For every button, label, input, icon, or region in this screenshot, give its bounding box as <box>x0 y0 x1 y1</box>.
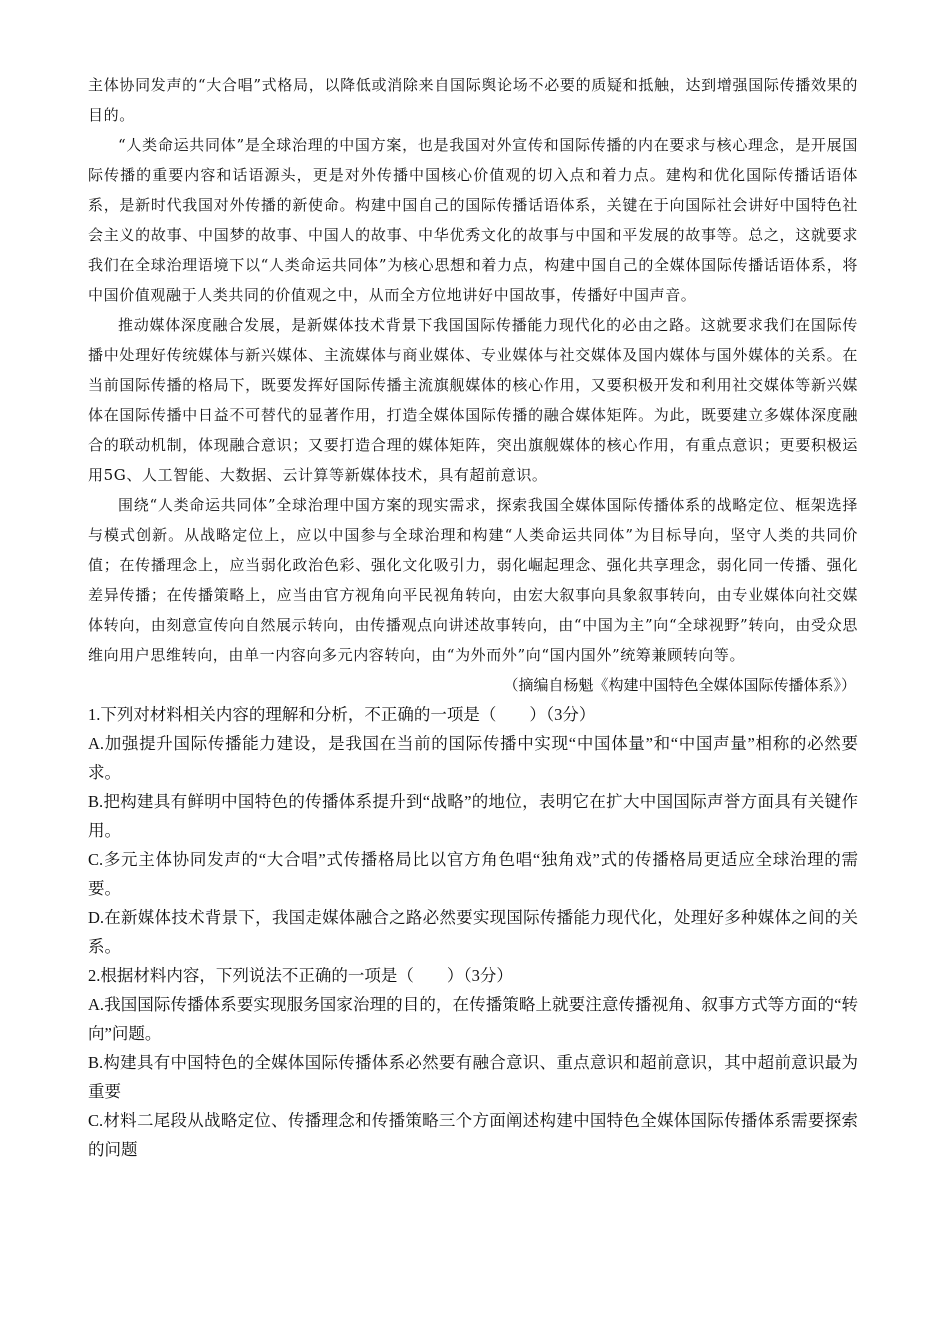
passage-paragraph-community: “人类命运共同体”是全球治理的中国方案，也是我国对外宣传和国际传播的内在要求与核心理念，是开展国际传播的重要内容和话语源头，更是对外传播中国核心价值观的切入点和着力点。建构和优化国际传播话语体系，是新时代我国对外传播的新使命。构建中国自己的国际传播话语体系，关键在于向国际社会讲好中国特色社会主义的故事、中国梦的故事、中国人的故事、中华优秀文化的故事与中国和平发展的故事等。总之，这就要求我们在全球治理语境下以“人类命运共同体”为核心思想和着力点，构建中国自己的全媒体国际传播话语体系，将中国价值观融于人类共同的价值观之中，从而全方位地讲好中国故事，传播好中国声音。 <box>88 136 858 304</box>
passage-paragraph-continued: 主体协同发声的“大合唱”式格局，以降低或消除来自国际舆论场不必要的质疑和抵触，达到增强国际传播效果的目的。 <box>88 76 858 124</box>
question-1 <box>88 700 858 961</box>
passage-source: （摘编自杨魁《构建中国特色全媒体国际传播体系》） <box>503 676 856 694</box>
passage-paragraph-media-fusion: 推动媒体深度融合发展，是新媒体技术背景下我国国际传播能力现代化的必由之路。这就要求我们在国际传播中处理好传统媒体与新兴媒体、主流媒体与商业媒体、专业媒体与社交媒体及国内媒体与国外媒体的关系。在当前国际传播的格局下，既要发挥好国际传播主流旗舰媒体的核心作用，又要积极开发和利用社交媒体等新兴媒体在国际传播中日益不可替代的显著作用，打造全媒体国际传播的融合媒体矩阵。为此，既要建立多媒体深度融合的联动机制，体现融合意识；又要打造合理的媒体矩阵，突出旗舰媒体的核心作用，有重点意识；更要积极运用5G、人工智能、大数据、云计算等新媒体技术，具有超前意识。 <box>88 316 858 484</box>
question-2-option-c: C.材料二尾段从战略定位、传播理念和传播策略三个方面阐述构建中国特色全媒体国际传播体系需要探索的问题 <box>88 1111 858 1159</box>
question-1-option-c: C.多元主体协同发声的“大合唱”式传播格局比以官方角色唱“独角戏”式的传播格局更适应全球治理的需要。 <box>88 850 858 898</box>
exam-page <box>88 70 858 1164</box>
question-2-option-b: B.构建具有中国特色的全媒体国际传播体系必然要有融合意识、重点意识和超前意识，其中超前意识最为重要 <box>88 1053 858 1101</box>
passage-paragraph-strategy: 围绕“人类命运共同体”全球治理中国方案的现实需求，探索我国全媒体国际传播体系的战略定位、框架选择与模式创新。从战略定位上，应以中国参与全球治理和构建“人类命运共同体”为目标导向，坚守人类的共同价值；在传播理念上，应当弱化政治色彩、强化文化吸引力，弱化崛起理念、强化共享理念，弱化同一传播、强化差异传播；在传播策略上，应当由官方视角向平民视角转向，由宏大叙事向具象叙事转向，由专业媒体向社交媒体转向，由刻意宣传向自然展示转向，由传播观点向讲述故事转向，由“中国为主”向“全球视野”转向，由受众思维向用户思维转向，由单一内容向多元内容转向，由“为外而外”向“国内国外”统筹兼顾转向等。 <box>88 496 858 664</box>
question-1-stem: 1.下列对材料相关内容的理解和分析，不正确的一项是（ ）（3分） <box>88 705 596 724</box>
question-1-option-b: B.把构建具有鲜明中国特色的传播体系提升到“战略”的地位，表明它在扩大中国国际声誉方面具有关键作用。 <box>88 792 858 840</box>
question-1-option-a: A.加强提升国际传播能力建设，是我国在当前的国际传播中实现“中国体量”和“中国声量”相称的必然要求。 <box>88 734 858 782</box>
question-2-option-a: A.我国国际传播体系要实现服务国家治理的目的，在传播策略上就要注意传播视角、叙事方式等方面的“转向”问题。 <box>88 995 858 1043</box>
question-2 <box>88 961 858 1164</box>
question-1-option-d: D.在新媒体技术背景下，我国走媒体融合之路必然要实现国际传播能力现代化，处理好多种媒体之间的关系。 <box>88 908 858 956</box>
question-2-stem: 2.根据材料内容，下列说法不正确的一项是（ ）（3分） <box>88 966 513 985</box>
